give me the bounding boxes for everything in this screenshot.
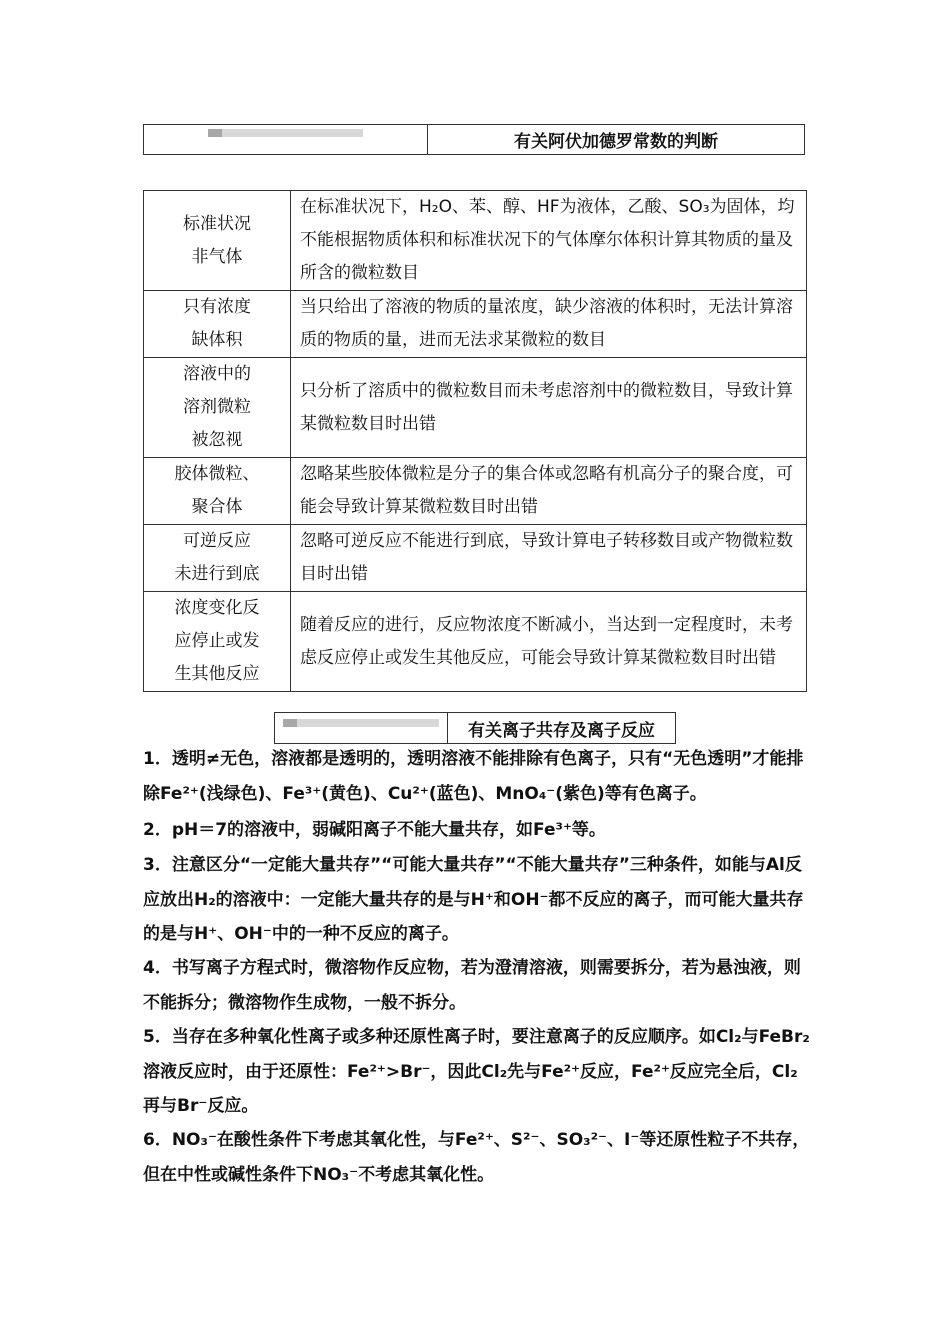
table-row [144,458,807,525]
row-value: 只分析了溶质中的微粒数目而未考虑溶剂中的微粒数目，导致计算某微粒数目时出错 [291,358,807,458]
row-key: 溶液中的 溶剂微粒 被忽视 [144,358,291,458]
row-key: 可逆反应 未进行到底 [144,525,291,592]
header-decoration [144,125,428,154]
row-value: 在标准状况下，H₂O、苯、醇、HF为液体，乙酸、SO₃为固体，均不能根据物质体积和标准状况下的气体摩尔体积计算其物质的量及所含的微粒数目 [291,191,807,291]
section-title: 有关阿伏加德罗常数的判断 [514,132,718,152]
table-row [144,358,807,458]
row-value: 忽略可逆反应不能进行到底，导致计算电子转移数目或产物微粒数目时出错 [291,525,807,592]
section-title: 有关离子共存及离子反应 [468,720,655,741]
row-key: 胶体微粒、 聚合体 [144,458,291,525]
row-key: 只有浓度 缺体积 [144,291,291,358]
point-1: 1．透明≠无色，溶液都是透明的，透明溶液不能排除有色离子，只有“无色透明”才能排除Fe²⁺(浅绿色)、Fe³⁺(黄色)、Cu²⁺(蓝色)、MnO₄⁻(紫色)等有色离子。 [143,749,804,804]
row-value: 随着反应的进行，反应物浓度不断减小，当达到一定程度时，未考虑反应停止或发生其他反应，可能会导致计算某微粒数目时出错 [291,592,807,692]
row-key: 浓度变化反 应停止或发 生其他反应 [144,592,291,692]
row-value: 忽略某些胶体微粒是分子的集合体或忽略有机高分子的聚合度，可能会导致计算某微粒数目时出错 [291,458,807,525]
table-row [144,191,807,291]
point-3: 3．注意区分“一定能大量共存”“可能大量共存”“不能大量共存”三种条件，如能与Al反应放出H₂的溶液中：一定能大量共存的是与H⁺和OH⁻都不反应的离子，而可能大量共存的是与H⁺、OH⁻中的一种不反应的离子。 [143,855,804,944]
table-row [144,592,807,692]
avogadro-table [143,190,807,692]
section-header-ions [274,712,676,744]
point-4: 4．书写离子方程式时，微溶物作反应物，若为澄清溶液，则需要拆分，若为悬浊液，则不能拆分；微溶物作生成物，一般不拆分。 [143,958,801,1013]
point-5: 5．当存在多种氧化性离子或多种还原性离子时，要注意离子的反应顺序。如Cl₂与FeBr₂溶液反应时，由于还原性：Fe²⁺>Br⁻，因此Cl₂先与Fe²⁺反应，Fe²⁺反应完全后，Cl₂再与Br⁻反应。 [143,1027,810,1116]
section-header-avogadro [143,124,805,155]
point-6: 6．NO₃⁻在酸性条件下考虑其氧化性，与Fe²⁺、S²⁻、SO₃²⁻、I⁻等还原性粒子不共存，但在中性或碱性条件下NO₃⁻不考虑其氧化性。 [143,1130,810,1185]
table-row [144,291,807,358]
point-2: 2．pH＝7的溶液中，弱碱阳离子不能大量共存，如Fe³⁺等。 [143,820,606,840]
row-value: 当只给出了溶液的物质的量浓度，缺少溶液的体积时，无法计算溶质的物质的量，进而无法求某微粒的数目 [291,291,807,358]
table-row [144,525,807,592]
row-key: 标准状况 非气体 [144,191,291,291]
header-decoration [275,713,448,743]
